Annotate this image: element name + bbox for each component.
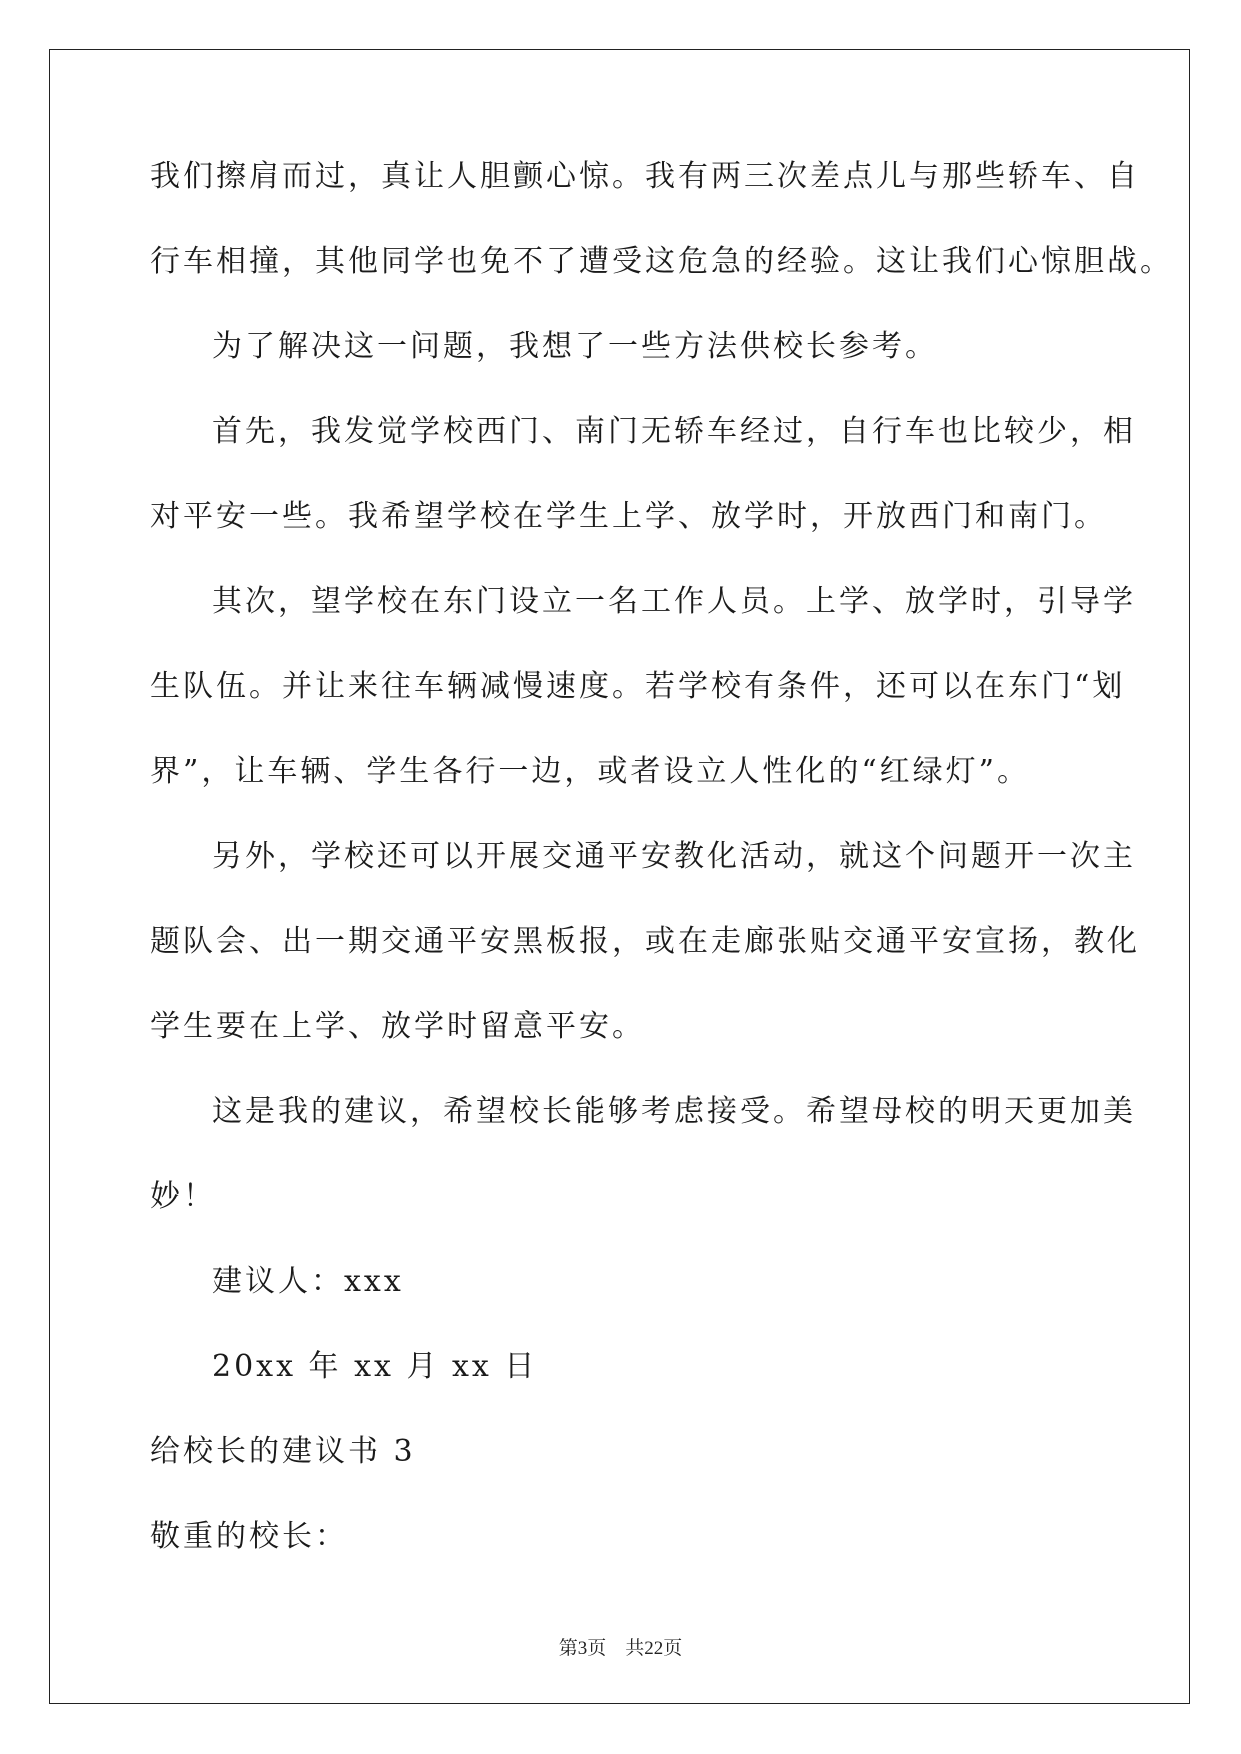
paragraph-line: 为了解决这一问题，我想了一些方法供校长参考。 (212, 329, 938, 364)
footer-prefix: 第 (558, 1637, 578, 1659)
date-line: 20xx 年 xx 月 xx 日 (212, 1349, 538, 1384)
section-title: 给校长的建议书 3 (150, 1434, 416, 1469)
signature-line: 建议人：xxx (212, 1264, 404, 1299)
footer-middle: 页 共 (587, 1637, 645, 1659)
page-footer (0, 1638, 1241, 1659)
paragraph-line: 妙！ (150, 1179, 216, 1214)
paragraph-line: 对平安一些。我希望学校在学生上学、放学时，开放西门和南门。 (150, 499, 1107, 534)
paragraph-line: 题队会、出一期交通平安黑板报，或在走廊张贴交通平安宣扬，教化 (150, 924, 1140, 959)
total-pages-number: 22 (644, 1638, 664, 1659)
salutation-line: 敬重的校长： (150, 1519, 348, 1554)
footer-suffix: 页 (663, 1637, 683, 1659)
paragraph-line: 另外，学校还可以开展交通平安教化活动，就这个问题开一次主 (212, 839, 1136, 874)
paragraph-line: 首先，我发觉学校西门、南门无轿车经过，自行车也比较少，相 (212, 414, 1136, 449)
paragraph-line: 其次，望学校在东门设立一名工作人员。上学、放学时，引导学 (212, 584, 1136, 619)
paragraph-line: 行车相撞，其他同学也免不了遭受这危急的经验。这让我们心惊胆战。 (150, 244, 1173, 279)
paragraph-line: 生队伍。并让来往车辆减慢速度。若学校有条件，还可以在东门“划 (150, 669, 1126, 704)
document-body (150, 159, 1173, 1607)
paragraph-line: 界”，让车辆、学生各行一边，或者设立人性化的“红绿灯”。 (150, 754, 1031, 789)
paragraph-line: 学生要在上学、放学时留意平安。 (150, 1009, 645, 1044)
paragraph-line: 这是我的建议，希望校长能够考虑接受。希望母校的明天更加美 (212, 1094, 1136, 1129)
paragraph-line: 我们擦肩而过，真让人胆颤心惊。我有两三次差点儿与那些轿车、自 (150, 159, 1140, 194)
current-page-number: 3 (577, 1638, 588, 1659)
